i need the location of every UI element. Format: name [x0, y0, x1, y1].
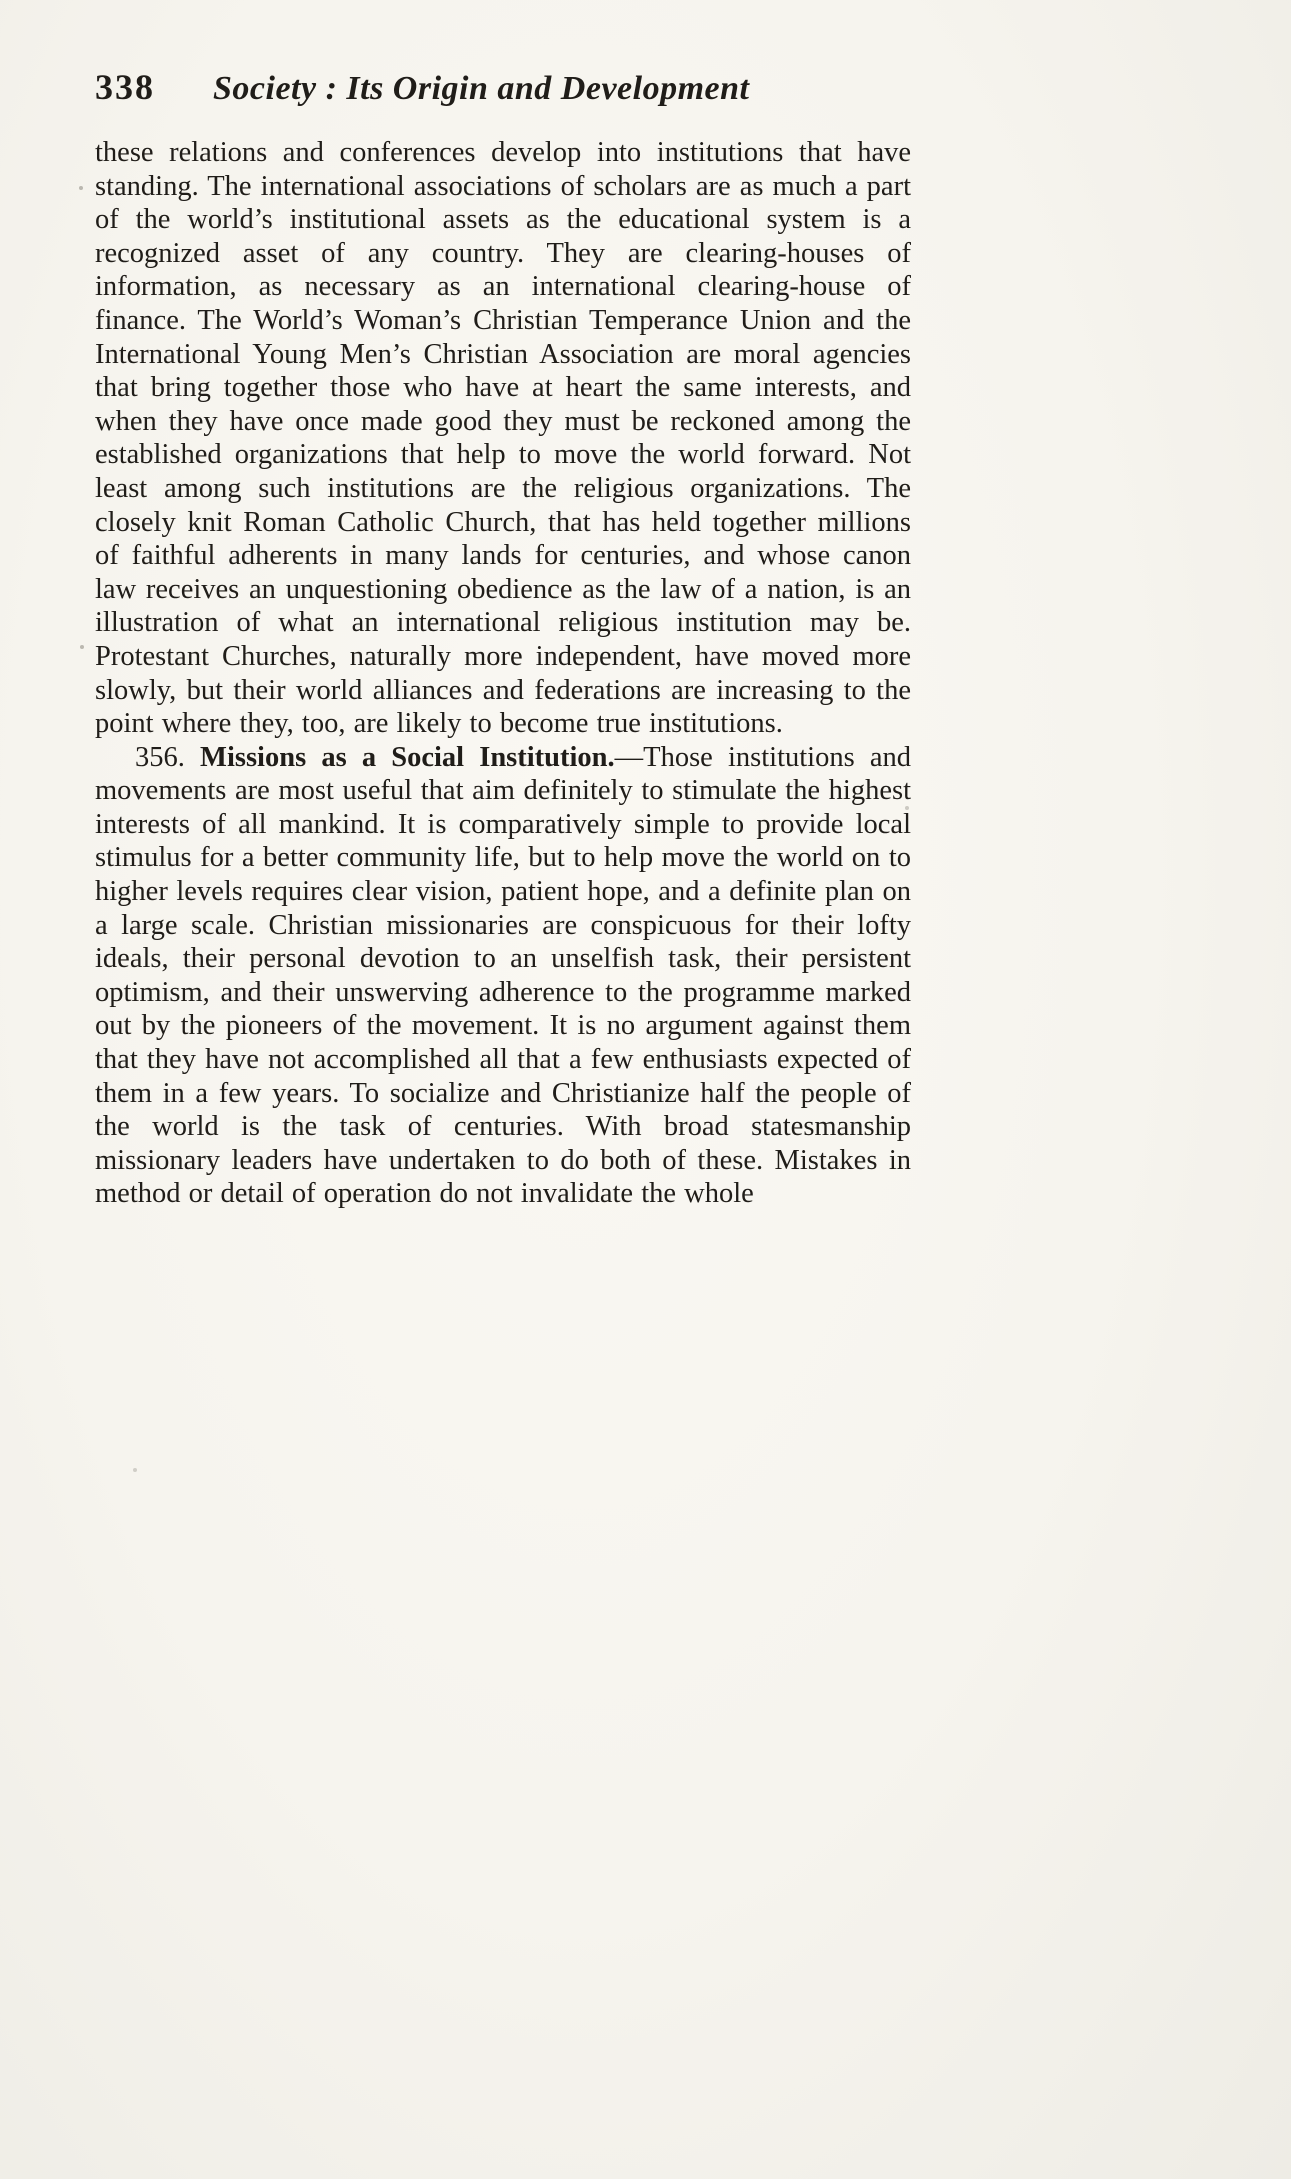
page-number: 338 — [95, 67, 155, 107]
running-title: Society : Its Origin and Development — [213, 70, 750, 107]
scan-speck — [79, 186, 83, 190]
page-body — [95, 136, 911, 1211]
paragraph-section-356 — [95, 741, 911, 1211]
scan-speck — [80, 645, 84, 649]
section-text: Those institutions and movements are most useful that aim definitely to stimulate the highest interests of all mankind. It is comparatively simple to provide local stimulus for a better community life, but to help move the world on to higher levels requires clear vision, patient hope, and a definite plan on a large scale. Christian missionaries are conspicuous for their lofty ideals, their personal devotion to an unselfish task, their persistent optimism, and their unswerving adherence to the programme marked out by the pioneers of the movement. It is no argument against them that they have not accomplished all that a few enthusiasts expected of them in a few years. To socialize and Christianize half the people of the world is the task of centuries. With broad statesmanship missionary leaders have undertaken to do both of these. Mistakes in method or detail of operation do not invalidate the whole — [95, 741, 911, 1210]
em-dash: — — [614, 741, 644, 773]
scan-speck — [133, 1468, 137, 1472]
paragraph-continuation: these relations and conferences develop into institutions that have standing. The international associations of scholars are as much a part of the world’s institutional assets as the educational system is a recognized asset of any country. They are clearing-houses of information, as necessary as an international clearing-house of finance. The World’s Woman’s Christian Temperance Union and the International Young Men’s Christian Association are moral agencies that bring together those who have at heart the same interests, and when they have once made good they must be reckoned among the established organizations that help to move the world forward. Not least among such institutions are the religious organizations. The closely knit Roman Catholic Church, that has held together millions of faithful adherents in many lands for centuries, and whose canon law receives an unquestioning obedience as the law of a nation, is an illustration of what an international religious institution may be. Protestant Churches, naturally more independent, have moved more slowly, but their world alliances and federations are increasing to the point where they, too, are likely to become true institutions. — [95, 137, 911, 740]
section-heading: Missions as a Social Institution. — [200, 741, 615, 773]
page-header — [95, 66, 911, 108]
section-number: 356. — [135, 741, 185, 773]
text-column — [95, 66, 911, 1211]
